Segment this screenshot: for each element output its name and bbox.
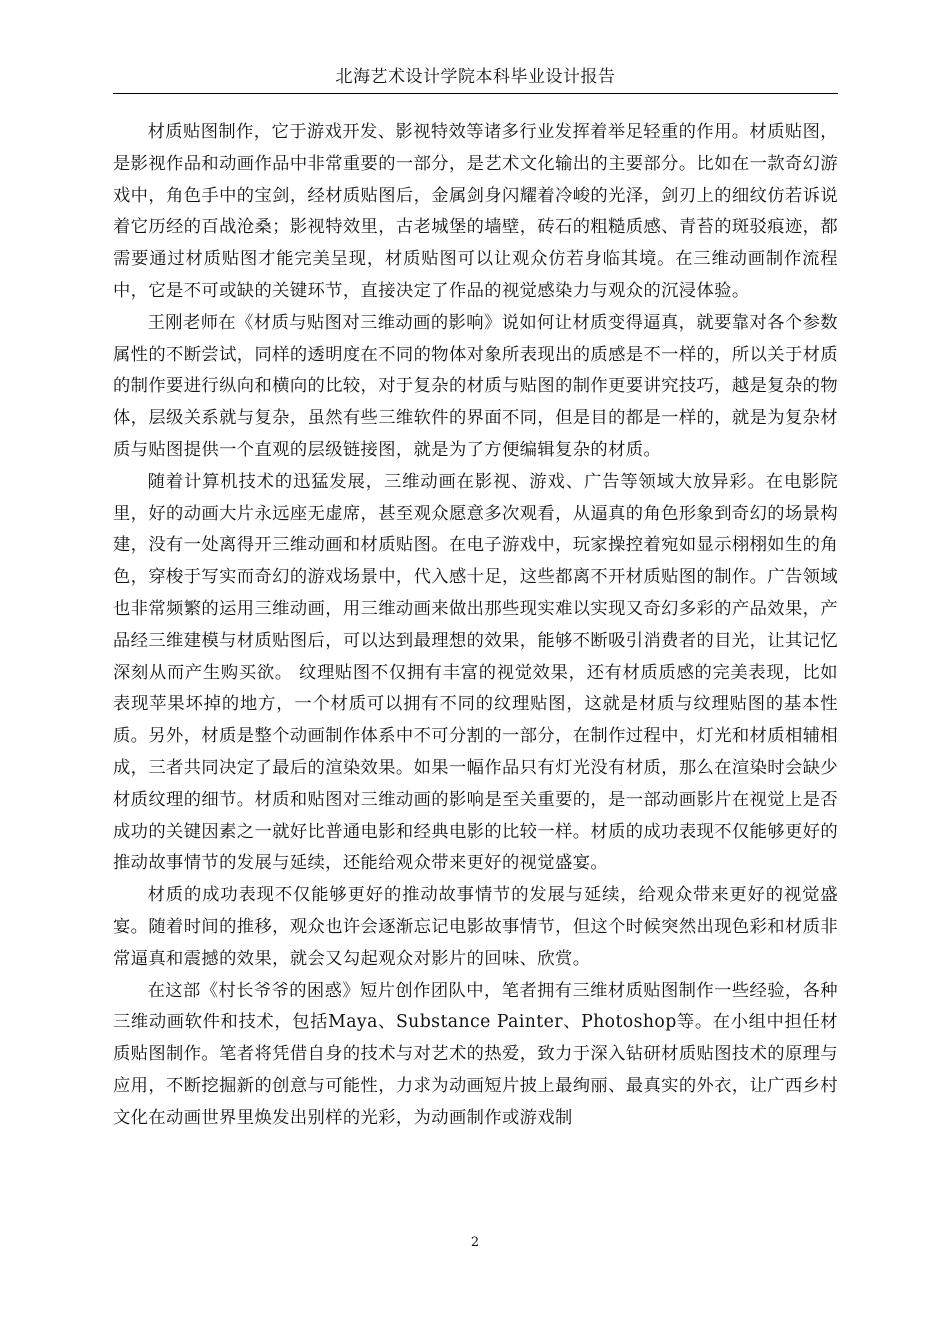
paragraph-5: 在这部《村长爷爷的困惑》短片创作团队中，笔者拥有三维材质贴图制作一些经验，各种三维动画软件和技术，包括Maya、Substance Painter、Photoshop等。在小组中担任材质贴图制作。笔者将凭借自身的技术与对艺术的热爱，致力于深入钻研材质贴图技术的原理与应用，不断挖掘新的创意与可能性，力求为动画短片披上最绚丽、最真实的外衣，让广西乡村文化在动画世界里焕发出别样的光彩，为动画制作或游戏制 <box>113 980 838 1128</box>
page-header-title: 北海艺术设计学院本科毕业设计报告 <box>335 67 616 87</box>
body-text <box>113 117 838 1135</box>
paragraph-1: 材质贴图制作，它于游戏开发、影视特效等诸多行业发挥着举足轻重的作用。材质贴图，是影视作品和动画作品中非常重要的一部分，是艺术文化输出的主要部分。比如在一款奇幻游戏中，角色手中的宝剑，经材质贴图后，金属剑身闪耀着冷峻的光泽，剑刃上的细纹仿若诉说着它历经的百战沧桑；影视特效里，古老城堡的墙壁，砖石的粗糙质感、青苔的斑驳痕迹，都需要通过材质贴图才能完美呈现，材质贴图可以让观众仿若身临其境。在三维动画制作流程中，它是不可或缺的关键环节，直接决定了作品的视觉感染力与观众的沉浸体验。 <box>113 122 838 301</box>
paragraph-3: 随着计算机技术的迅猛发展，三维动画在影视、游戏、广告等领域大放异彩。在电影院里，好的动画大片永远座无虚席，甚至观众愿意多次观看，从逼真的角色形象到奇幻的场景构建，没有一处离得开三维动画和材质贴图。在电子游戏中，玩家操控着宛如显示栩栩如生的角色，穿梭于写实而奇幻的游戏场景中，代入感十足，这些都离不开材质贴图的制作。广告领域也非常频繁的运用三维动画，用三维动画来做出那些现实难以实现又奇幻多彩的产品效果，产品经三维建模与材质贴图后，可以达到最理想的效果，能够不断吸引消费者的目光，让其记忆深刻从而产生购买欲。 纹理贴图不仅拥有丰富的视觉效果，还有材质质感的完美表现，比如表现苹果坏掉的地方，一个材质可以拥有不同的纹理贴图，这就是材质与纹理贴图的基本性质。另外，材质是整个动画制作体系中不可分割的一部分，在制作过程中，灯光和材质相辅相成，三者共同决定了最后的渲染效果。如果一幅作品只有灯光没有材质，那么在渲染时会缺少材质纹理的细节。材质和贴图对三维动画的影响是至关重要的，是一部动画影片在视觉上是否成功的关键因素之一就好比普通电影和经典电影的比较一样。材质的成功表现不仅能够更好的推动故事情节的发展与延续，还能给观众带来更好的视觉盛宴。 <box>113 471 838 874</box>
paragraph-2: 王刚老师在《材质与贴图对三维动画的影响》说如何让材质变得逼真，就要靠对各个参数属性的不断尝试，同样的透明度在不同的物体对象所表现出的质感是不一样的，所以关于材质的制作要进行纵向和横向的比较，对于复杂的材质与贴图的制作更要讲究技巧，越是复杂的物体，层级关系就与复杂，虽然有些三维软件的界面不同，但是目的都是一样的，就是为复杂材质与贴图提供一个直观的层级链接图，就是为了方便编辑复杂的材质。 <box>113 312 838 460</box>
paragraph-4: 材质的成功表现不仅能够更好的推动故事情节的发展与延续，给观众带来更好的视觉盛宴。随着时间的推移，观众也许会逐渐忘记电影故事情节，但这个时候突然出现色彩和材质非常逼真和震撼的效果，就会又勾起观众对影片的回味、欣赏。 <box>113 885 838 969</box>
page-header <box>113 66 838 94</box>
page-number: 2 <box>470 1235 480 1250</box>
